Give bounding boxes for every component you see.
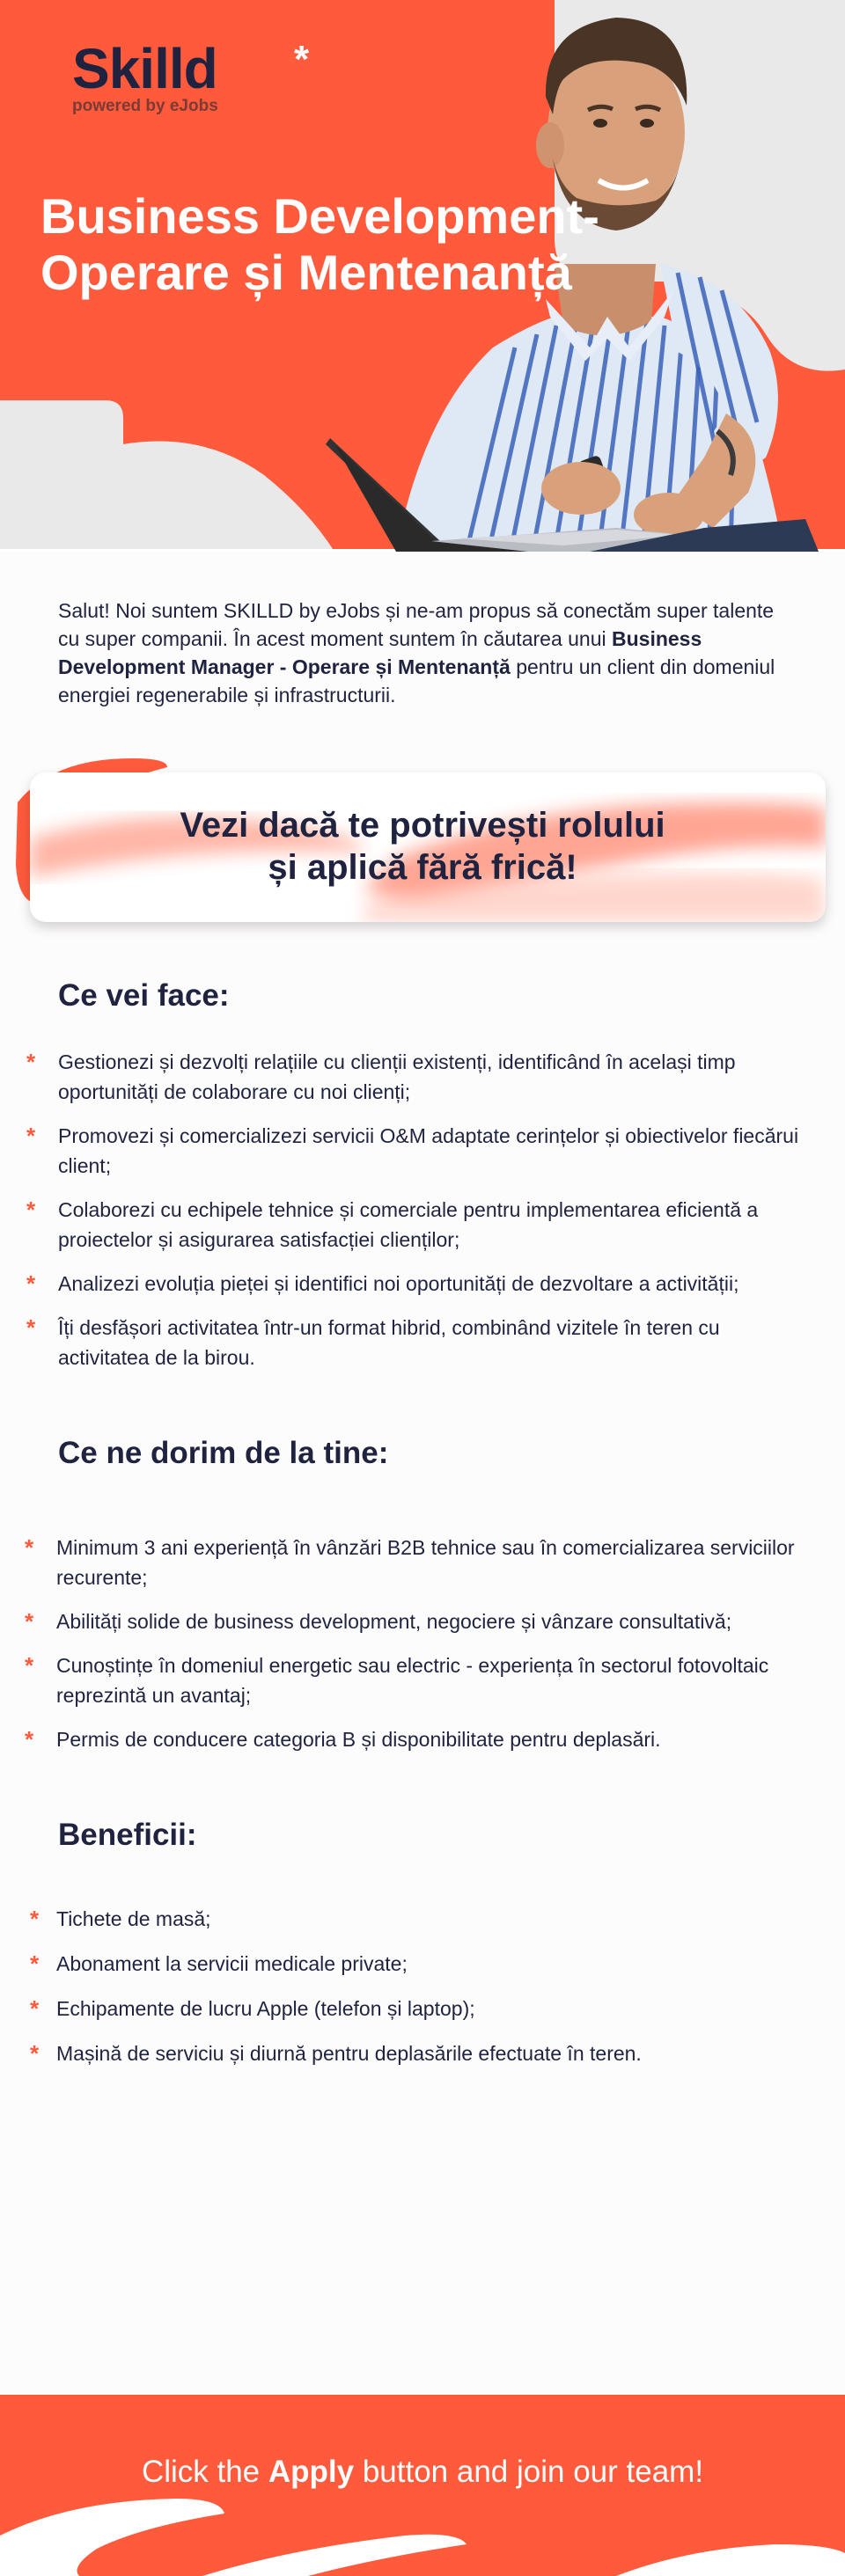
asterisk-icon: *	[25, 1608, 34, 1635]
section-title-requirements: Ce ne dorim de la tine:	[58, 1436, 389, 1470]
footer-cta-text	[0, 2453, 845, 2492]
footer-banner	[0, 2395, 845, 2576]
list-item-text: Echipamente de lucru Apple (telefon și laptop);	[56, 1997, 475, 2020]
asterisk-icon: *	[26, 1270, 36, 1297]
list-item	[30, 2038, 806, 2068]
list-item-text: Gestionezi și dezvolți relațiile cu clienții existenți, identificând în același timp oportunități de colaborare cu noi clienți;	[58, 1050, 736, 1103]
asterisk-icon: *	[30, 1906, 40, 1932]
list-item-text: Abonament la servicii medicale private;	[56, 1952, 408, 1975]
intro-paragraph	[58, 596, 797, 709]
list-item	[26, 1313, 806, 1372]
requirements-list	[25, 1533, 806, 1754]
asterisk-icon: *	[25, 1652, 34, 1679]
list-item	[26, 1195, 806, 1255]
cta-line-1: Vezi dacă te potrivești rolului	[180, 806, 665, 845]
asterisk-icon: *	[25, 1726, 34, 1753]
benefits-list	[30, 1904, 806, 2068]
footer-text-before: Click the	[141, 2455, 268, 2489]
list-item-text: Mașină de serviciu și diurnă pentru deplasările efectuate în teren.	[56, 2042, 642, 2065]
list-item-text: Permis de conducere categoria B și disponibilitate pentru deplasări.	[56, 1728, 661, 1751]
intro-text-after: pentru un client din domeniul energiei regenerabile și infrastructurii.	[58, 655, 775, 706]
asterisk-icon: *	[26, 1123, 36, 1149]
list-item	[25, 1533, 806, 1592]
list-item-text: Tichete de masă;	[56, 1907, 211, 1930]
list-item-text: Promovezi și comercializezi servicii O&M adaptate cerințelor și obiectivelor fiecărui client;	[58, 1124, 799, 1177]
logo-wordmark: Skilld	[72, 37, 217, 100]
section-title-responsibilities: Ce vei face:	[58, 978, 230, 1013]
responsibilities-list	[26, 1047, 806, 1372]
section-title-benefits: Beneficii:	[58, 1818, 197, 1852]
asterisk-icon: *	[26, 1314, 36, 1341]
asterisk-icon: *	[26, 1049, 36, 1075]
footer-apply-word: Apply	[268, 2455, 355, 2489]
cta-banner	[0, 750, 845, 926]
asterisk-icon: *	[30, 1950, 40, 1977]
list-item	[30, 1949, 806, 1979]
intro-text-before: Salut! Noi suntem SKILLD by eJobs și ne-am propus să conectăm super talente cu super companii. În acest moment suntem în căutarea unui	[58, 599, 775, 650]
skilld-logo[interactable]	[72, 37, 310, 116]
asterisk-icon: *	[25, 1534, 34, 1561]
list-item	[25, 1724, 806, 1754]
list-item-text: Îți desfășori activitatea într-un format hibrid, combinând vizitele în teren cu activitatea de la birou.	[58, 1316, 720, 1369]
intro-role-bold: Business Development Manager - Operare și Mentenanță	[58, 627, 702, 678]
asterisk-icon: *	[30, 2040, 40, 2067]
list-item	[25, 1606, 806, 1636]
cta-heading	[0, 804, 845, 889]
list-item-text: Colaborezi cu echipele tehnice și comerciale pentru implementarea eficientă a proiectelor și asigurarea satisfacției clienților;	[58, 1198, 759, 1251]
asterisk-icon: *	[30, 1995, 40, 2022]
list-item	[26, 1047, 806, 1107]
cta-line-2: și aplică fără frică!	[268, 848, 577, 887]
asterisk-icon: *	[26, 1197, 36, 1223]
list-item-text: Abilități solide de business development, negociere și vânzare consultativă;	[56, 1610, 732, 1633]
list-item-text: Analizezi evoluția pieței și identifici noi oportunități de dezvoltare a activității;	[58, 1272, 739, 1295]
list-item	[25, 1650, 806, 1710]
list-item-text: Minimum 3 ani experiență în vânzări B2B tehnice sau în comercializarea serviciilor recurente;	[56, 1536, 795, 1589]
logo-tagline: powered by eJobs	[72, 97, 218, 115]
hero-banner	[0, 0, 845, 552]
footer-text-after: button and join our team!	[354, 2455, 704, 2489]
list-item	[26, 1121, 806, 1181]
list-item	[26, 1269, 806, 1299]
job-title: Business Development- Operare și Mentenanță	[40, 188, 599, 300]
list-item	[30, 1904, 806, 1934]
logo-asterisk-icon: *	[294, 38, 310, 81]
list-item	[30, 1994, 806, 2023]
list-item-text: Cunoștințe în domeniul energetic sau electric - experiența în sectorul fotovoltaic reprezintă un avantaj;	[56, 1654, 769, 1707]
